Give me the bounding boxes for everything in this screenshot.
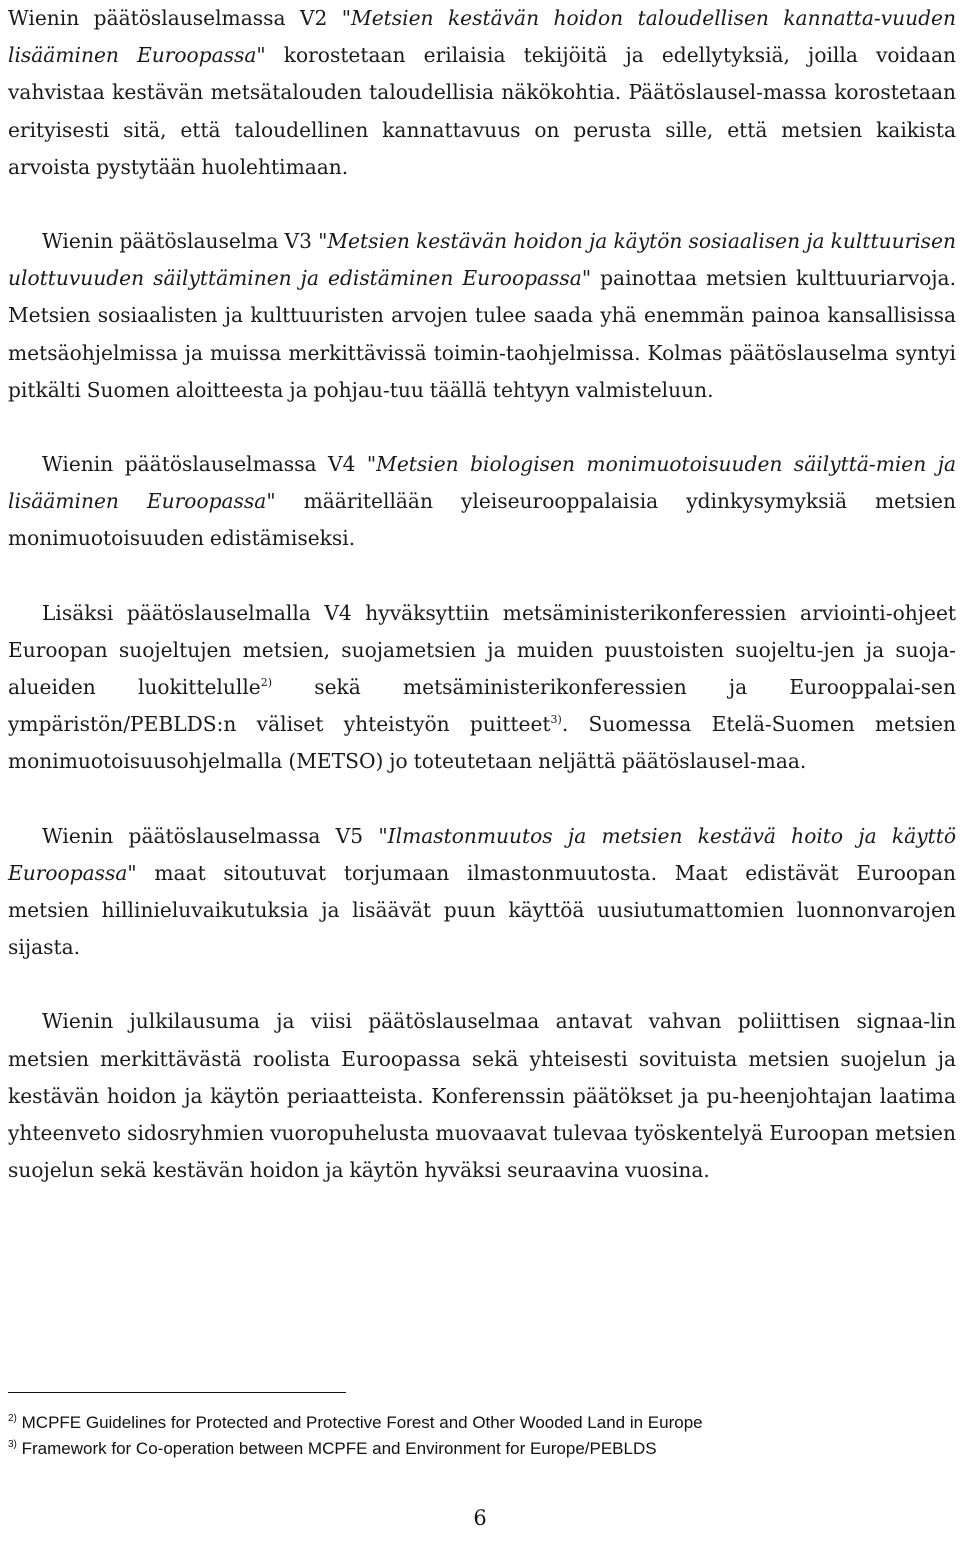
- paragraph-v3: [8, 223, 956, 409]
- resolution-title-v5: Ilmastonmuutos ja metsien kestävä hoito ja käyttö Euroopassa: [8, 823, 956, 885]
- paragraph-v4-intro: Wienin päätöslauselmassa V4 ": [42, 452, 377, 477]
- paragraph-v4: [8, 446, 956, 558]
- footnote-2-mark: 2): [8, 1413, 17, 1424]
- paragraph-v3-body: " painottaa metsien kulttuuriarvoja. Metsien sosiaalisten ja kulttuuristen arvojen tulee saada yhä enemmän painoa kansallisissa metsäohjelmissa ja muissa merkittävissä toimin-taohjelmissa. Kolmas päätöslauselma syntyi pitkälti Suomen aloitteesta ja pohjau-tuu täällä tehtyyn valmisteluun.: [8, 266, 956, 402]
- paragraph-v5: [8, 818, 956, 967]
- paragraph-v4-additional-part-b: sekä metsäministerikonferessien ja Eurooppalai-sen ympäristön/PEBLDS:n väliset yhteistyön puitteet: [8, 675, 956, 737]
- resolution-title-v2: Metsien kestävän hoidon taloudellisen kannatta-vuuden lisääminen Euroopassa: [8, 6, 956, 68]
- paragraph-v4-additional-part-a: Lisäksi päätöslauselmalla V4 hyväksyttiin metsäministerikonferessien arviointi-ohjeet Euroopan suojeltujen metsien, suojametsien ja muiden puustoisten suojeltu-jen ja suoja-alueiden luokittelulle: [8, 600, 956, 700]
- footnote-separator: [8, 1392, 346, 1393]
- footnote-2: [8, 1410, 948, 1436]
- paragraph-v4-additional-part-c: . Suomessa Etelä-Suomen metsien monimuotoisuusohjelmalla (METSO) jo toteutetaan neljättä päätöslausel-maa.: [8, 712, 956, 774]
- paragraph-v5-body: " maat sitoutuvat torjumaan ilmastonmuutosta. Maat edistävät Euroopan metsien hillinieluvaikutuksia ja lisäävät puun käyttöä uusiutumattomien luonnonvarojen sijasta.: [8, 860, 956, 960]
- resolution-title-v4: Metsien biologisen monimuotoisuuden säilyttä-mien ja lisääminen Euroopassa: [8, 452, 956, 514]
- paragraph-v2-body: " korostetaan erilaisia tekijöitä ja edellytyksiä, joilla voidaan vahvistaa kestävän metsätalouden taloudellisia näkökohtia. Päätöslausel-massa korostetaan erityisesti sitä, että taloudellinen kannattavuus on perusta sille, että metsien kaikista arvoista pystytään huolehtimaan.: [8, 43, 956, 179]
- footnote-3-mark: 3): [8, 1439, 17, 1450]
- page-number: 6: [473, 1506, 487, 1530]
- paragraph-conclusion: Wienin julkilausuma ja viisi päätöslauselmaa antavat vahvan poliittisen signaa-lin metsien merkittävästä roolista Euroopassa sekä yhteisesti sovituista metsien suojelun ja kestävän hoidon ja käytön periaatteista. Konferenssin päätökset ja pu-heenjohtajan laatima yhteenveto sidosryhmien vuoropuhelusta muovaavat tulevaa työskentelyä Euroopan metsien suojelun sekä kestävän hoidon ja käytön hyväksi seuraavina vuosina.: [8, 1009, 956, 1183]
- footnote-3: [8, 1436, 948, 1462]
- paragraph-v5-intro: Wienin päätöslauselmassa V5 ": [42, 823, 388, 848]
- paragraph-v3-intro: Wienin päätöslauselma V3 ": [42, 229, 328, 254]
- footnote-ref-2[interactable]: 2): [260, 676, 273, 690]
- footnote-3-text: Framework for Co-operation between MCPFE and Environment for Europe/PEBLDS: [16, 1439, 657, 1458]
- footnotes: [8, 1410, 948, 1462]
- footnote-ref-3[interactable]: 3): [550, 713, 562, 727]
- document-body: [8, 0, 956, 1189]
- resolution-title-v3: Metsien kestävän hoidon ja käytön sosiaalisen ja kulttuurisen ulottuvuuden säilyttäminen ja edistäminen Euroopassa: [8, 229, 956, 291]
- paragraph-v2-intro: Wienin päätöslauselmassa V2 ": [8, 6, 352, 30]
- paragraph-v2: [8, 0, 956, 186]
- paragraph-v4-additional: [8, 595, 956, 781]
- footnote-2-text: MCPFE Guidelines for Protected and Protective Forest and Other Wooded Land in Europe: [16, 1413, 703, 1432]
- paragraph-v4-body: " määritellään yleiseurooppalaisia ydinkysymyksiä metsien monimuotoisuuden edistämiseksi.: [8, 489, 956, 551]
